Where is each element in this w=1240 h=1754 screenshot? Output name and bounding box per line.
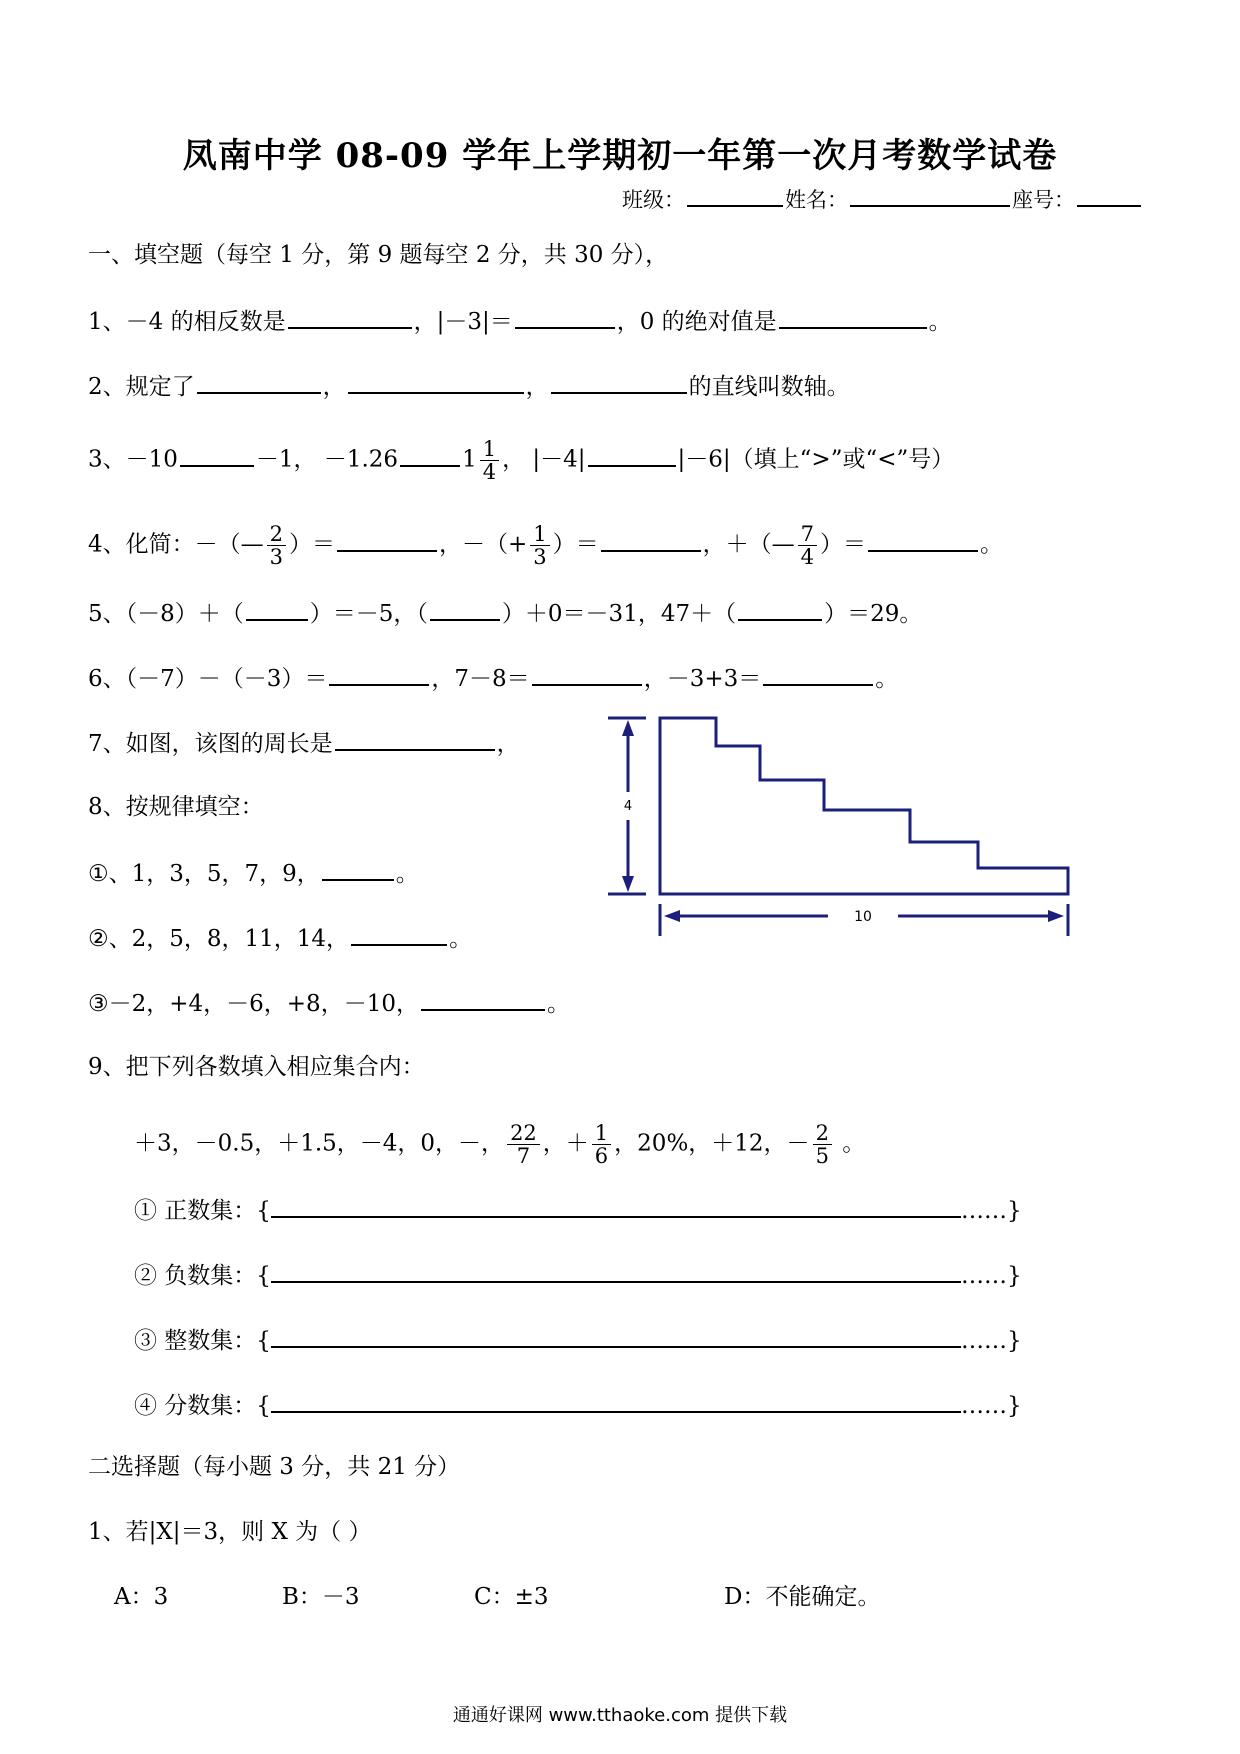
name-label: 姓名： — [785, 188, 848, 212]
question-6 — [88, 662, 898, 694]
q2-text-d: 的直线叫数轴。 — [688, 374, 850, 400]
q8-1-text: ①、1，3，5，7，9， — [88, 861, 320, 887]
q2-blank-1[interactable] — [197, 370, 321, 394]
question-8-part-3 — [88, 987, 570, 1019]
q3-frac-num: 1 — [480, 438, 499, 461]
q6-text-c: ，－3+3＝ — [643, 666, 762, 692]
q2-blank-2[interactable] — [348, 370, 524, 394]
q8-1-blank[interactable] — [322, 857, 394, 881]
q5-blank-1[interactable] — [246, 597, 308, 621]
q8-3-blank[interactable] — [421, 987, 545, 1011]
q4-text-c: ，－（+ — [439, 531, 528, 558]
q5-blank-3[interactable] — [738, 597, 822, 621]
up-arrowhead-icon — [622, 720, 634, 736]
q1-text-b: ，|－3|＝ — [413, 309, 513, 335]
set-negative-label: ② 负数集：{ — [134, 1263, 271, 1289]
question-4 — [88, 523, 1003, 568]
set-fraction — [134, 1387, 1022, 1421]
q4-f2-num: 1 — [530, 523, 549, 546]
q4-blank-2[interactable] — [601, 528, 701, 552]
set-integer-line[interactable] — [271, 1322, 961, 1348]
q5-text-d: ）＝29。 — [824, 601, 923, 627]
q7-text-a: 7、如图，该图的周长是 — [88, 731, 333, 757]
q4-text-e: ，＋（— — [702, 531, 795, 558]
q4-text-f: ）＝ — [820, 531, 867, 558]
question-8-part-2 — [88, 922, 472, 954]
set-positive-end: ……} — [960, 1198, 1022, 1224]
student-info-header — [622, 183, 1143, 215]
mc-option-b[interactable]: B：－3 — [282, 1584, 360, 1610]
q3-fraction — [480, 438, 499, 483]
q7-blank[interactable] — [335, 727, 495, 751]
q2-blank-3[interactable] — [551, 370, 687, 394]
q2-text-c: ， — [525, 374, 549, 400]
q9-fraction-1 — [507, 1122, 540, 1167]
question-9-heading: 9、把下列各数填入相应集合内： — [88, 1054, 425, 1080]
q3-text-b: －1， －1.26 — [255, 446, 399, 473]
mc-option-d[interactable]: D：不能确定。 — [724, 1584, 881, 1610]
mc-option-c[interactable]: C：±3 — [474, 1584, 549, 1610]
question-3 — [88, 438, 954, 483]
left-arrowhead-icon — [664, 910, 680, 922]
q4-fraction-2 — [530, 523, 549, 568]
q9-fraction-3 — [813, 1122, 832, 1167]
q6-text-b: ，7－8＝ — [431, 666, 530, 692]
q9-f2-den: 6 — [594, 1144, 609, 1168]
set-negative-end: ……} — [960, 1263, 1022, 1289]
set-integer — [134, 1322, 1022, 1356]
right-arrowhead-icon — [1048, 910, 1064, 922]
q5-blank-2[interactable] — [430, 597, 500, 621]
class-field[interactable] — [687, 183, 783, 207]
width-label: 10 — [854, 909, 872, 925]
q1-blank-2[interactable] — [515, 305, 615, 329]
q9-nums-c: ，20%，＋12，－ — [614, 1130, 810, 1157]
question-7 — [88, 727, 520, 759]
q4-fraction-3 — [798, 523, 817, 568]
set-positive-label: ① 正数集：{ — [134, 1198, 271, 1224]
q6-blank-2[interactable] — [532, 662, 642, 686]
q6-blank-1[interactable] — [329, 662, 429, 686]
mc-option-a[interactable]: A：3 — [114, 1584, 169, 1610]
q9-f3-den: 5 — [815, 1144, 829, 1168]
class-label: 班级： — [622, 188, 685, 212]
q2-text-a: 2、规定了 — [88, 374, 195, 400]
q4-f2-den: 3 — [533, 545, 547, 569]
q1-blank-3[interactable] — [779, 305, 927, 329]
q9-f1-den: 7 — [516, 1144, 531, 1168]
q8-1-end: 。 — [395, 861, 419, 887]
q3-text-d: ， |－4| — [502, 446, 586, 473]
q9-fraction-2 — [592, 1122, 611, 1167]
set-positive — [134, 1192, 1022, 1226]
q8-2-text: ②、2，5，8，11，14， — [88, 926, 350, 952]
section2-heading: 二选择题（每小题 3 分，共 21 分） — [88, 1454, 461, 1480]
question-8-part-1 — [88, 857, 419, 889]
q1-text-d: 。 — [928, 309, 952, 335]
q4-f1-num: 2 — [267, 523, 286, 546]
question-5 — [88, 597, 922, 629]
q9-f1-num: 22 — [507, 1122, 540, 1145]
q5-text-b: ）＝－5，（ — [309, 601, 428, 627]
seat-field[interactable] — [1077, 183, 1141, 207]
q3-blank-3[interactable] — [588, 443, 676, 467]
q9-nums-b: ，＋ — [542, 1130, 589, 1157]
q4-text-d: ）＝ — [552, 531, 599, 558]
q2-text-b: ， — [322, 374, 346, 400]
question-8-heading: 8、按规律填空： — [88, 794, 264, 820]
set-fraction-label: ④ 分数集：{ — [134, 1393, 271, 1419]
q3-text-e: |－6|（填上“>”或“<”号） — [677, 446, 955, 473]
section1-heading: 一、填空题（每空 1 分，第 9 题每空 2 分，共 30 分）， — [88, 242, 669, 268]
staircase-outline — [660, 718, 1068, 894]
seat-label: 座号： — [1012, 188, 1075, 212]
set-integer-label: ③ 整数集：{ — [134, 1328, 271, 1354]
q1-text-c: ，0 的绝对值是 — [616, 309, 777, 335]
name-field[interactable] — [850, 183, 1010, 207]
q6-text-d: 。 — [875, 666, 899, 692]
q4-f3-den: 4 — [800, 545, 815, 569]
q5-text-c: ）＋0＝－31，47＋（ — [501, 601, 737, 627]
set-fraction-line[interactable] — [271, 1387, 961, 1413]
q9-f3-num: 2 — [813, 1122, 832, 1145]
q9-f2-num: 1 — [592, 1122, 611, 1145]
q4-blank-3[interactable] — [868, 528, 978, 552]
q3-blank-1[interactable] — [180, 443, 254, 467]
q4-text-a: 4、化简：－（— — [88, 531, 264, 558]
q1-text-a: 1、－4 的相反数是 — [88, 309, 286, 335]
q9-nums-a: ＋3，－0.5，＋1.5，－4，0，－， — [134, 1130, 505, 1157]
page-footer: 通通好课网 www.tthaoke.com 提供下载 — [452, 1705, 788, 1726]
q4-text-b: ）＝ — [289, 531, 336, 558]
q3-blank-2[interactable] — [400, 443, 460, 467]
q1-blank-1[interactable] — [288, 305, 412, 329]
q8-3-text: ③－2，+4，－6，+8，－10， — [88, 991, 419, 1017]
q5-text-a: 5、（－8）＋（ — [88, 601, 244, 627]
set-negative-line[interactable] — [271, 1257, 961, 1283]
question-9-numbers — [134, 1122, 865, 1167]
q3-text-a: 3、－10 — [88, 446, 178, 473]
q4-blank-1[interactable] — [337, 528, 437, 552]
set-fraction-end: ……} — [960, 1393, 1022, 1419]
q4-f1-den: 3 — [269, 545, 284, 569]
set-negative — [134, 1257, 1022, 1291]
question-1 — [88, 305, 952, 337]
down-arrowhead-icon — [622, 876, 634, 892]
mc-question-1: 1、若|X|＝3，则 X 为（ ） — [88, 1519, 372, 1545]
q6-blank-3[interactable] — [763, 662, 873, 686]
q8-2-blank[interactable] — [351, 922, 447, 946]
q4-f3-num: 7 — [798, 523, 817, 546]
q3-text-c: 1 — [462, 446, 477, 473]
height-label: 4 — [623, 799, 633, 814]
exam-title: 凤南中学 08-09 学年上学期初一年第一次月考数学试卷 — [182, 136, 1058, 176]
q8-2-end: 。 — [449, 926, 473, 952]
q7-text-b: ， — [496, 731, 520, 757]
set-positive-line[interactable] — [271, 1192, 961, 1218]
q4-text-g: 。 — [980, 531, 1004, 558]
q3-frac-den: 4 — [482, 460, 497, 484]
q8-3-end: 。 — [546, 991, 570, 1017]
q4-fraction-1 — [267, 523, 286, 568]
staircase-figure — [606, 710, 1076, 942]
q6-text-a: 6、（－7）－（－3）＝ — [88, 666, 328, 692]
set-integer-end: ……} — [960, 1328, 1022, 1354]
question-2 — [88, 370, 850, 402]
q9-nums-d: 。 — [834, 1130, 866, 1157]
